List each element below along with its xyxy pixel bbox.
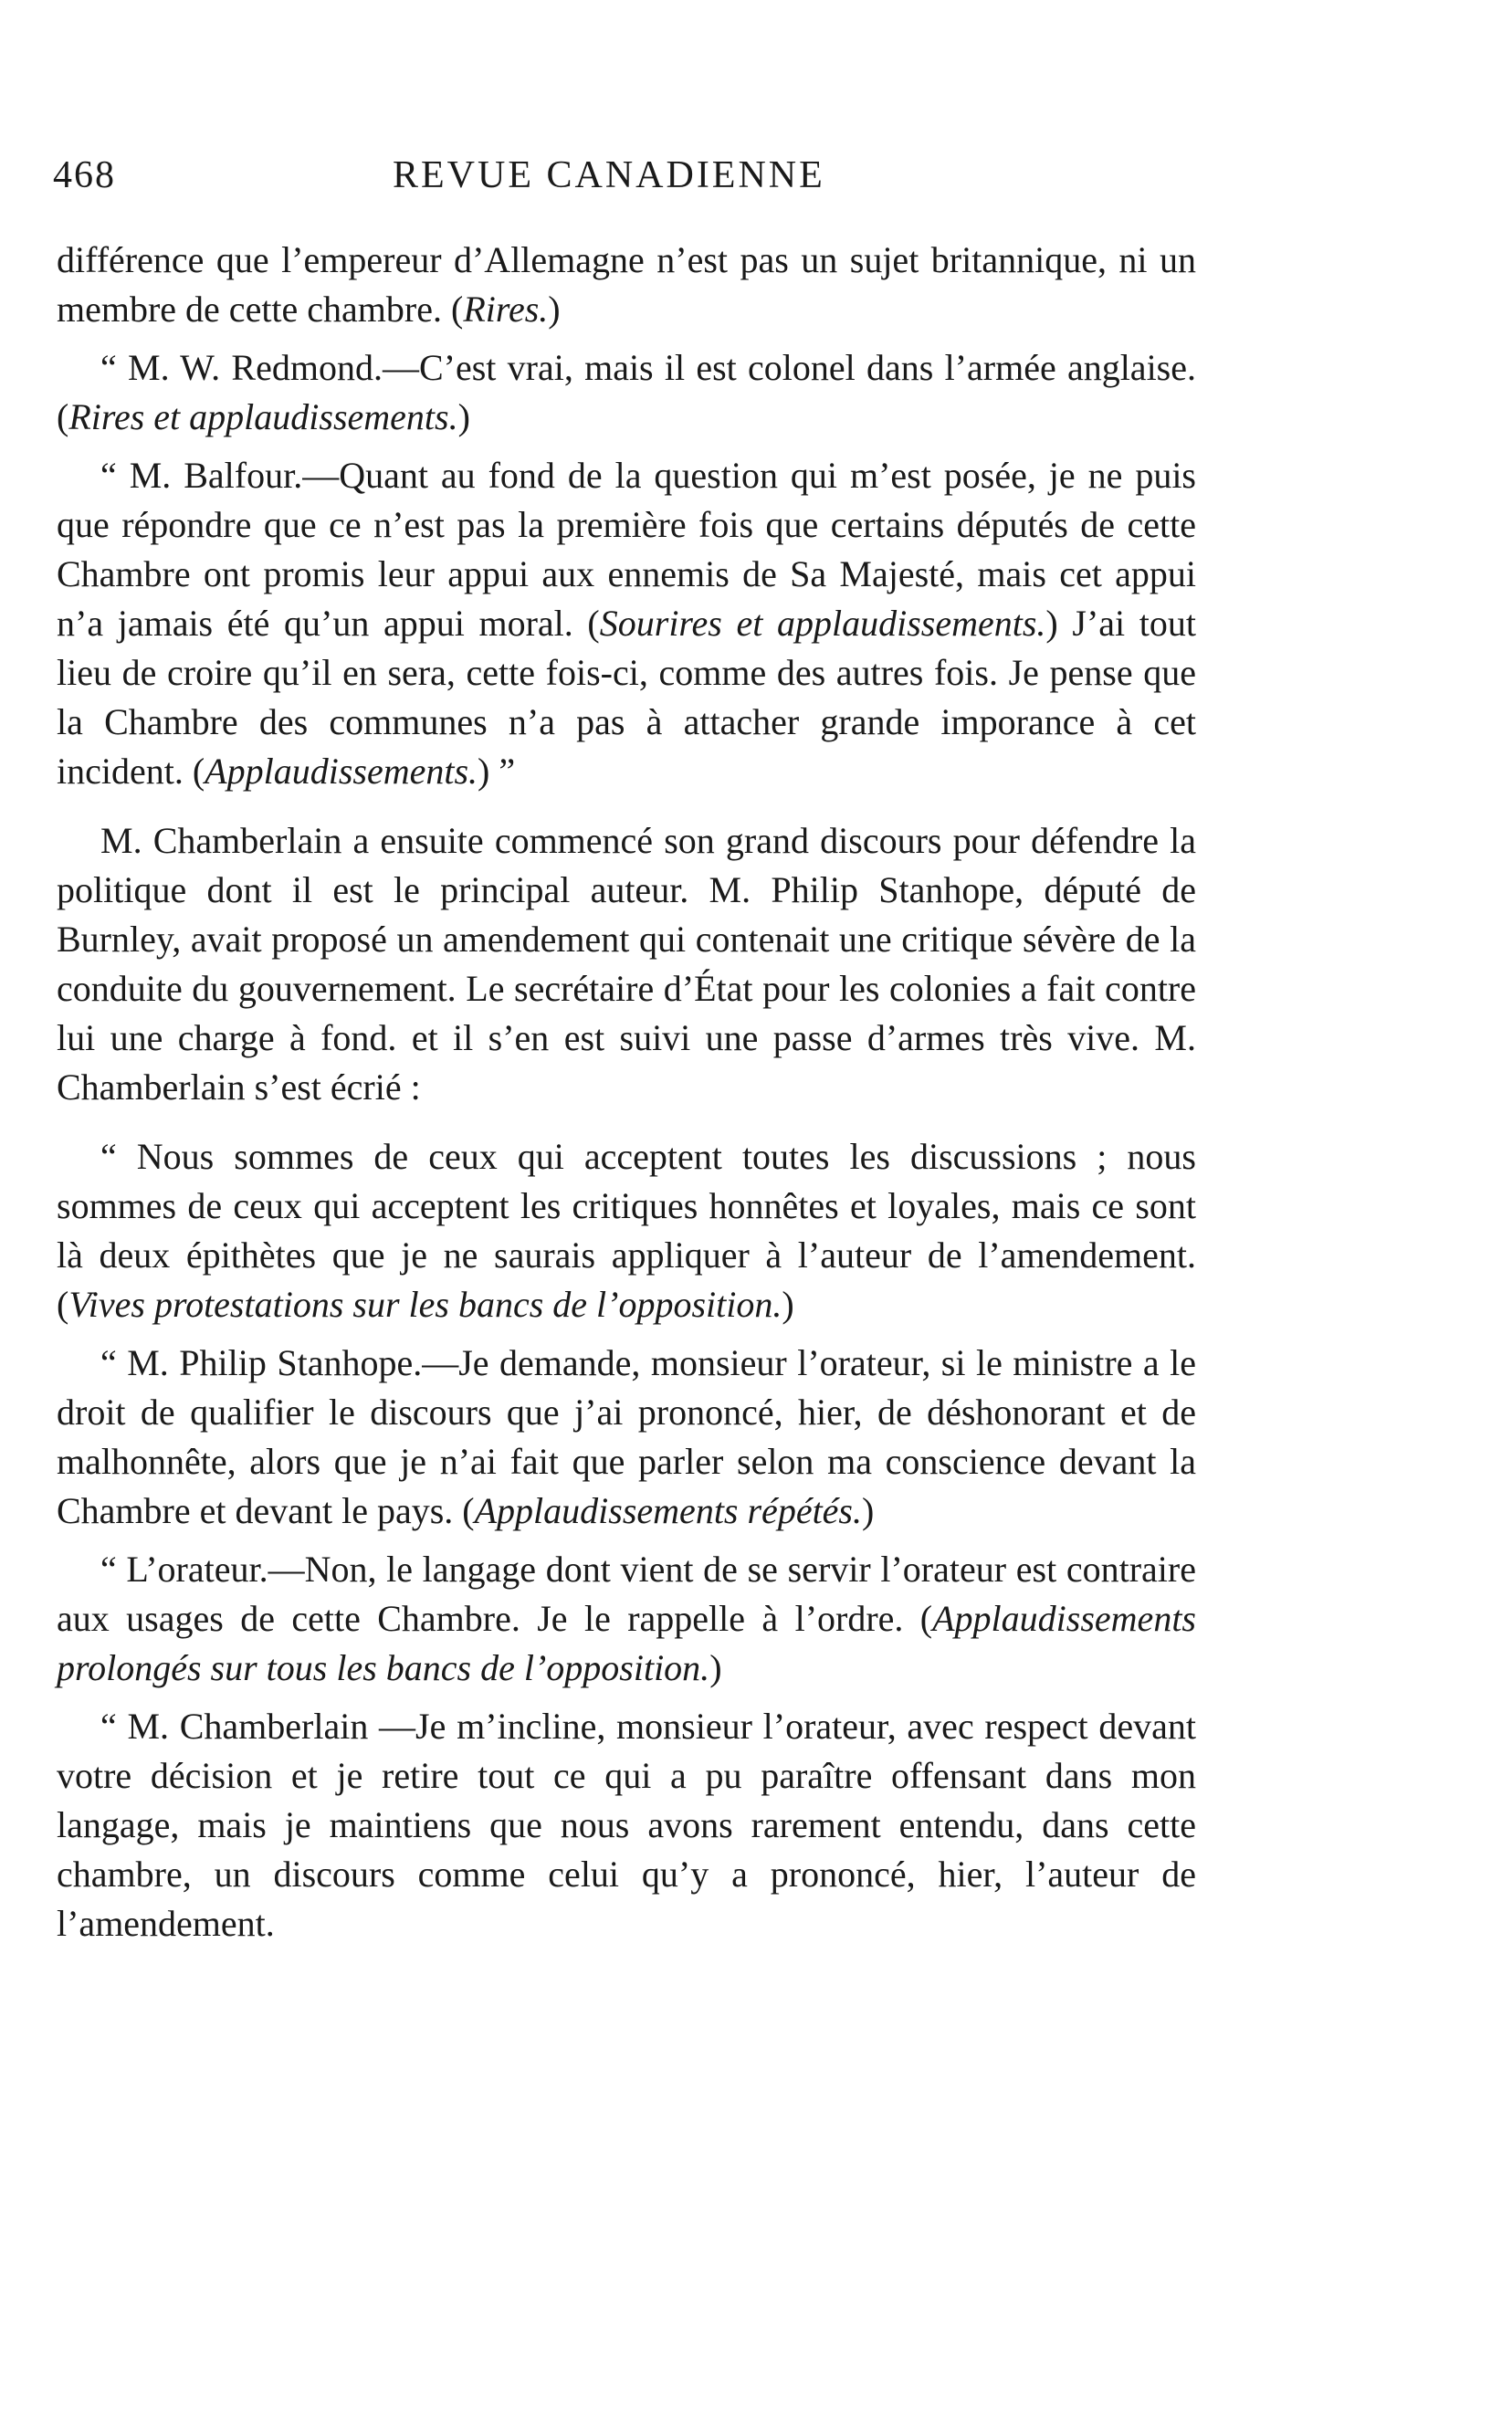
running-head: [53, 153, 1185, 208]
paragraph-text: “ M. Balfour.—Quant au fond de la question qui m’est posée, je ne puis que répondre que ce n’est pas la première fois que certains députés de cette Chambre ont promis leur appui aux ennemis de Sa Majesté, mais cet appui n’a jamais été qu’un appui moral. (: [57, 455, 1196, 644]
paragraph-text: “ L’orateur.—Non, le langage dont vient de se servir l’orateur est contraire aux usages de cette Chambre. Je le rappelle à l’ordre. (: [57, 1549, 1196, 1639]
stage-direction: Applaudissements prolongés sur tous les bancs de l’opposition.: [57, 1598, 1196, 1688]
stage-direction: Sourires et applaudissements.: [599, 603, 1046, 644]
paragraph-orateur: [57, 1545, 1196, 1693]
paragraph-text: ) J’ai tout lieu de croire qu’il en sera, cette fois-ci, comme des autres fois. Je pense que la Chambre des communes n’a pas à attacher grande imporance à cet incident. (: [57, 603, 1196, 792]
stage-direction: Rires.: [463, 289, 549, 330]
paragraph-text: ): [782, 1284, 794, 1325]
paragraph-chamberlain-reply: [57, 1702, 1196, 1949]
paragraph-text: “ M. Philip Stanhope.—Je demande, monsieur l’orateur, si le ministre a le droit de qualifier le discours que j’ai prononcé, hier, de déshonorant et de malhonnête, alors que je n’ai fait que parler selon ma conscience devant la Chambre et devant le pays. (: [57, 1342, 1196, 1531]
stage-direction: Applaudissements répétés.: [474, 1490, 862, 1531]
paragraph-balfour: [57, 451, 1196, 796]
paragraph-chamberlain-quote: [57, 1132, 1196, 1329]
page-number: 468: [53, 154, 116, 196]
body-text: [57, 236, 1196, 1949]
paragraph-redmond: [57, 343, 1196, 442]
paragraph-text: ): [457, 396, 470, 437]
stage-direction: Vives protestations sur les bancs de l’opposition.: [68, 1284, 782, 1325]
paragraph-text: ) ”: [478, 751, 516, 792]
paragraph-chamberlain-narrative: [57, 816, 1196, 1112]
paragraph-stanhope: [57, 1339, 1196, 1536]
paragraph-text: M. Chamberlain a ensuite commencé son grand discours pour défendre la politique dont il est le principal auteur. M. Philip Stanhope, député de Burnley, avait proposé un amendement qui contenait une critique sévère de la conduite du gouvernement. Le secrétaire d’État pour les colonies a fait contre lui une charge à fond. et il s’en est suivi une passe d’armes très vive. M. Chamberlain s’est écrié :: [57, 820, 1196, 1108]
paragraph-text: ): [709, 1647, 722, 1688]
paragraph-text: ): [548, 289, 561, 330]
journal-title: REVUE CANADIENNE: [393, 154, 825, 196]
paragraph-text: “ M. W. Redmond.—C’est vrai, mais il est colonel dans l’armée anglaise. (: [57, 347, 1196, 437]
stage-direction: Applaudissements.: [205, 751, 478, 792]
paragraph-text: différence que l’empereur d’Allemagne n’est pas un sujet britannique, ni un membre de cette chambre. (: [57, 239, 1196, 330]
paragraph-continuation: [57, 236, 1196, 334]
paragraph-text: “ M. Chamberlain —Je m’incline, monsieur l’orateur, avec respect devant votre décision et je retire tout ce qui a pu paraître offensant dans mon langage, mais je maintiens que nous avons rarement entendu, dans cette chambre, un discours comme celui qu’y a prononcé, hier, l’auteur de l’amendement.: [57, 1706, 1196, 1944]
paragraph-text: “ Nous sommes de ceux qui acceptent toutes les discussions ; nous sommes de ceux qui acceptent les critiques honnêtes et loyales, mais ce sont là deux épithètes que je ne saurais appliquer à l’auteur de l’amendement. (: [57, 1136, 1196, 1325]
stage-direction: Rires et applaudissements.: [68, 396, 458, 437]
paragraph-text: ): [862, 1490, 875, 1531]
